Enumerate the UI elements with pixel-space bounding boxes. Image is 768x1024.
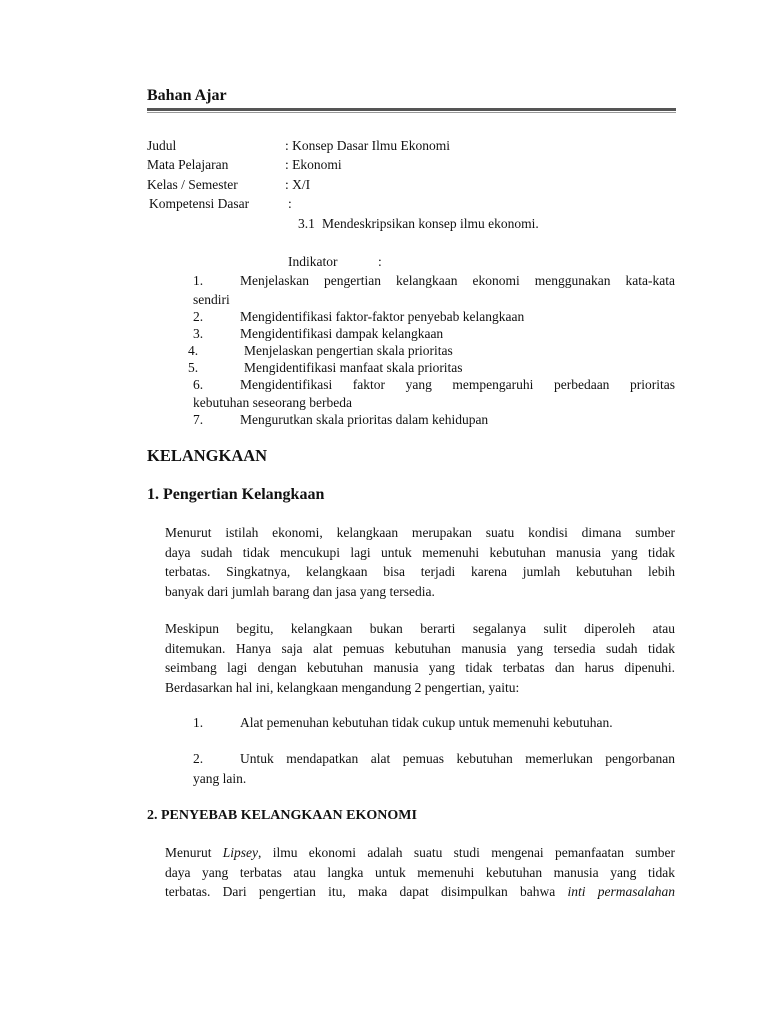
list-num-2: 2. bbox=[193, 751, 204, 766]
indikator-num-5: 5. bbox=[188, 360, 199, 375]
list-item-2-cont: yang lain. bbox=[193, 771, 247, 786]
text-run: terbatas. Dari pengertian itu, maka dapat disimpulkan bahwa bbox=[165, 884, 568, 899]
text-run: , ilmu ekonomi adalah suatu studi mengenai pemanfaatan sumber bbox=[258, 845, 675, 860]
section-heading-penyebab: 2. PENYEBAB KELANGKAAN EKONOMI bbox=[147, 808, 417, 823]
indikator-num-6: 6. bbox=[193, 377, 204, 392]
paragraph-meskipun bbox=[165, 619, 675, 697]
kd-number: 3.1 bbox=[298, 216, 315, 231]
section-heading-kelangkaan: KELANGKAAN bbox=[147, 446, 268, 465]
indikator-item-5: Mengidentifikasi manfaat skala prioritas bbox=[244, 360, 463, 375]
indikator-item-6: Mengidentifikasi faktor yang mempengaruhi perbedaan prioritas bbox=[240, 377, 675, 392]
paragraph-line: daya sudah tidak mencukupi lagi untuk memenuhi kebutuhan manusia yang tidak bbox=[165, 544, 675, 560]
paragraph-line: Menurut istilah ekonomi, kelangkaan merupakan suatu kondisi dimana sumber bbox=[165, 525, 675, 540]
paragraph-line: terbatas. Singkatnya, kelangkaan bisa terjadi karena jumlah kebutuhan lebih bbox=[165, 564, 675, 579]
meta-value-kelas: : X/I bbox=[285, 177, 311, 192]
indikator-item-6-cont: kebutuhan seseorang berbeda bbox=[193, 395, 352, 410]
indikator-item-2: Mengidentifikasi faktor-faktor penyebab kelangkaan bbox=[240, 309, 525, 324]
paragraph-line: Berdasarkan hal ini, kelangkaan mengandung 2 pengertian, yaitu: bbox=[165, 679, 520, 695]
meta-label-kelas: Kelas / Semester bbox=[147, 177, 238, 192]
paragraph-lipsey bbox=[165, 843, 675, 902]
paragraph-line: Meskipun begitu, kelangkaan bukan berarti segalanya sulit diperoleh atau bbox=[165, 621, 675, 636]
document-title: Bahan Ajar bbox=[147, 87, 227, 104]
indikator-colon: : bbox=[378, 254, 382, 269]
indikator-num-2: 2. bbox=[193, 309, 204, 324]
meta-label-judul: Judul bbox=[147, 138, 177, 153]
title-divider-thin bbox=[147, 112, 676, 113]
indikator-item-3: Mengidentifikasi dampak kelangkaan bbox=[240, 326, 444, 341]
meta-label-mapel: Mata Pelajaran bbox=[147, 157, 229, 172]
meta-label-kd: Kompetensi Dasar bbox=[149, 196, 250, 211]
author-name: Lipsey bbox=[222, 845, 259, 860]
title-divider bbox=[147, 108, 676, 111]
paragraph-line: daya yang terbatas atau langka untuk memenuhi kebutuhan manusia yang tidak bbox=[165, 864, 675, 880]
indikator-item-7: Mengurutkan skala prioritas dalam kehidupan bbox=[240, 412, 489, 427]
indikator-item-1: Menjelaskan pengertian kelangkaan ekonomi menggunakan kata-kata bbox=[240, 273, 675, 288]
indikator-num-1: 1. bbox=[193, 273, 204, 288]
kd-text: Mendeskripsikan konsep ilmu ekonomi. bbox=[322, 216, 539, 231]
list-item-1: Alat pemenuhan kebutuhan tidak cukup untuk memenuhi kebutuhan. bbox=[240, 715, 613, 730]
paragraph-line: seimbang lagi dengan kebutuhan manusia yang tidak terbatas dan harus dipenuhi. bbox=[165, 660, 675, 675]
paragraph-line: ditemukan. Hanya saja alat pemuas kebutuhan manusia yang tersedia sudah tidak bbox=[165, 640, 675, 656]
meta-value-judul: : Konsep Dasar Ilmu Ekonomi bbox=[285, 138, 450, 153]
list-num-1: 1. bbox=[193, 715, 204, 730]
subheading-pengertian: 1. Pengertian Kelangkaan bbox=[147, 486, 325, 503]
meta-value-mapel: : Ekonomi bbox=[285, 157, 342, 172]
emphasis-text: inti permasalahan bbox=[567, 884, 675, 899]
indikator-item-1-cont: sendiri bbox=[193, 292, 230, 307]
indikator-num-7: 7. bbox=[193, 412, 204, 427]
indikator-num-3: 3. bbox=[193, 326, 204, 341]
indikator-num-4: 4. bbox=[188, 343, 199, 358]
indikator-item-4: Menjelaskan pengertian skala prioritas bbox=[244, 343, 453, 358]
meta-value-kd: : bbox=[288, 196, 292, 211]
paragraph-definition bbox=[165, 523, 675, 601]
paragraph-line: banyak dari jumlah barang dan jasa yang tersedia. bbox=[165, 583, 435, 599]
paragraph-line bbox=[165, 843, 675, 863]
text-run: Menurut bbox=[165, 845, 223, 860]
list-item-2: Untuk mendapatkan alat pemuas kebutuhan memerlukan pengorbanan bbox=[240, 751, 675, 766]
paragraph-line bbox=[165, 882, 675, 902]
indikator-label: Indikator bbox=[288, 254, 338, 269]
